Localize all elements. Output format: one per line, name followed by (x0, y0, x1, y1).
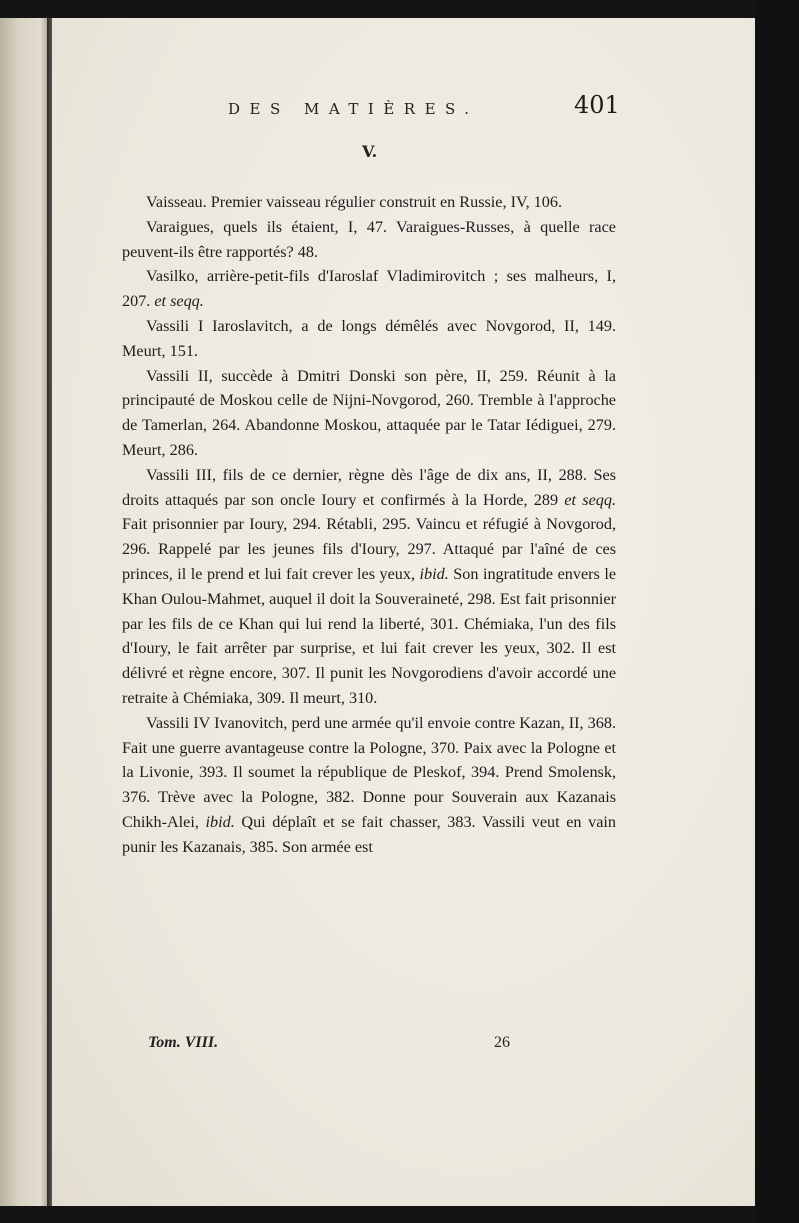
running-head: DES MATIÈRES. (228, 100, 479, 118)
signature-mark: 26 (494, 1034, 510, 1051)
volume-footer: Tom. VIII. (148, 1034, 219, 1051)
index-entry (122, 463, 616, 711)
entry-text: Varaigues, quels ils étaient, I, 47. Varaigues-Russes, à quelle race peuvent-ils être rapportés? 48. (122, 217, 616, 261)
entry-text: Vassili I Iaroslavitch, a de longs démêlés avec Novgorod, II, 149. Meurt, 151. (122, 316, 616, 360)
index-entry (122, 190, 616, 215)
dark-background (755, 0, 799, 1223)
index-entry (122, 711, 616, 860)
index-entry (122, 314, 616, 364)
entry-text: Vaisseau. Premier vaisseau régulier construit en Russie, IV, 106. (146, 193, 562, 211)
entry-italic-text: ibid. (205, 812, 235, 831)
page-number: 401 (574, 91, 620, 119)
entry-text: Son ingratitude envers le Khan Oulou-Mahmet, auquel il doit la Souveraineté, 298. Est fait prisonnier par les fils de ce Khan qui lui rend la liberté, 301. Chémiaka, l'un des fils d'Ioury, le fait arrêter par surprise, et lui fait crever les yeux, 302. Il est délivré et règne encore, 307. Il punit les Novgorodiens d'avoir accordé une retraite à Chémiaka, 309. Il meurt, 310. (122, 564, 617, 707)
entry-text: Qui déplaît et se fait chasser, 383. Vassili veut en vain punir les Kazanais, 385. Son armée est (122, 812, 616, 856)
left-page-edge (0, 18, 47, 1206)
entry-text: Vasilko, arrière-petit-fils d'Iaroslaf Vladimirovitch ; ses malheurs, I, 207. (122, 267, 616, 311)
entry-text: Vassili III, fils de ce dernier, règne dès l'âge de dix ans, II, 288. Ses droits attaqués par son oncle Ioury et confirmés à la Horde, 289 (122, 465, 616, 509)
section-letter: V. (362, 142, 378, 161)
entry-italic-text: et seqq. (154, 292, 204, 311)
entry-italic-text: et seqq. (564, 490, 616, 509)
index-entry (122, 264, 616, 314)
entry-italic-text: ibid. (419, 564, 449, 583)
index-entries (122, 190, 616, 860)
entry-text: Fait prisonnier par Ioury, 294. Rétabli, 295. Vaincu et réfugié à Novgorod, 296. Rappelé par les jeunes fils d'Ioury, 297. Attaqué par l'aîné de ces princes, il le prend et lui fait crever les yeux, (122, 515, 616, 583)
index-entry (122, 215, 616, 265)
entry-text: Vassili IV Ivanovitch, perd une armée qu'il envoie contre Kazan, II, 368. Fait une guerre avantageuse contre la Pologne, 370. Paix avec la Pologne et la Livonie, 393. Il soumet la république de Pleskof, 394. Prend Smolensk, 376. Trève avec la Pologne, 382. Donne pour Souverain aux Kazanais Chikh-Alei, (122, 713, 616, 831)
entry-text: Vassili II, succède à Dmitri Donski son père, II, 259. Réunit à la principauté de Moskou celle de Nijni-Novgorod, 260. Tremble à l'approche de Tamerlan, 264. Abandonne Moskou, attaquée par le Tatar Iédiguei, 279. Meurt, 286. (122, 366, 616, 459)
index-entry (122, 364, 616, 463)
